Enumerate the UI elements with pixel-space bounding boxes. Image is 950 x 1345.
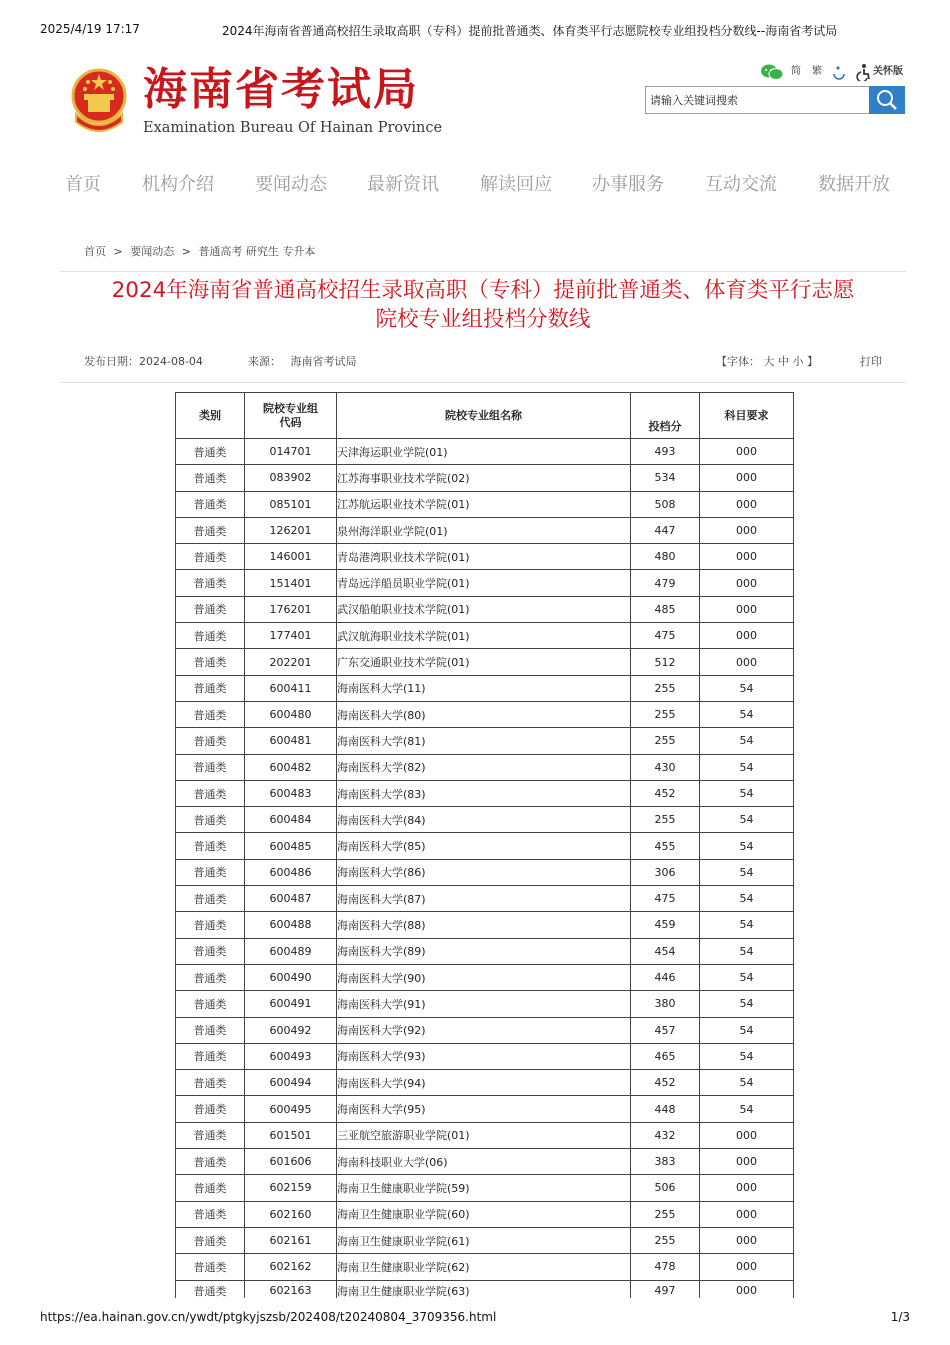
cell-score: 255: [631, 701, 700, 727]
cell-score: 452: [631, 1070, 700, 1096]
cell-subjects: 54: [700, 1096, 794, 1122]
cell-name: 武汉航海职业技术学院(01): [337, 623, 631, 649]
cell-code: 602159: [245, 1175, 337, 1201]
cell-code: 601606: [245, 1149, 337, 1175]
cell-category: 普通类: [176, 833, 245, 859]
cell-category: 普通类: [176, 1043, 245, 1069]
cell-name: 天津海运职业学院(01): [337, 439, 631, 465]
site-logo[interactable]: [68, 62, 448, 142]
cell-code: 600488: [245, 912, 337, 938]
cell-score: 512: [631, 649, 700, 675]
cell-name: 海南医科大学(80): [337, 701, 631, 727]
table-header-row: [176, 393, 794, 439]
column-header-name: 院校专业组名称: [337, 393, 631, 439]
search-input[interactable]: [645, 86, 870, 114]
cell-score: 255: [631, 807, 700, 833]
table-row: [176, 1096, 794, 1122]
table-row: [176, 859, 794, 885]
table-row: [176, 544, 794, 570]
cell-name: 海南医科大学(87): [337, 886, 631, 912]
cell-code: 126201: [245, 517, 337, 543]
cell-name: 海南医科大学(83): [337, 780, 631, 806]
column-header-subjects: 科目要求: [700, 393, 794, 439]
cell-name: 海南医科大学(84): [337, 807, 631, 833]
cell-score: 534: [631, 465, 700, 491]
cell-name: 海南卫生健康职业学院(59): [337, 1175, 631, 1201]
cell-name: 海南卫生健康职业学院(63): [337, 1280, 631, 1298]
nav-item-services[interactable]: 办事服务: [592, 174, 664, 195]
cell-code: 177401: [245, 623, 337, 649]
cell-category: 普通类: [176, 991, 245, 1017]
cell-score: 508: [631, 491, 700, 517]
column-header-score: 投档分: [631, 393, 700, 439]
cell-code: 600494: [245, 1070, 337, 1096]
cell-code: 151401: [245, 570, 337, 596]
cell-code: 600495: [245, 1096, 337, 1122]
cell-code: 083902: [245, 465, 337, 491]
cell-code: 600480: [245, 701, 337, 727]
traditional-button[interactable]: 繁: [812, 66, 822, 77]
cell-name: 海南医科大学(93): [337, 1043, 631, 1069]
cell-code: 202201: [245, 649, 337, 675]
cell-category: 普通类: [176, 1096, 245, 1122]
cell-score: 383: [631, 1149, 700, 1175]
cell-subjects: 000: [700, 1175, 794, 1201]
source-value: 海南省考试局: [290, 355, 357, 368]
cell-category: 普通类: [176, 596, 245, 622]
cell-code: 014701: [245, 439, 337, 465]
cell-score: 255: [631, 1201, 700, 1227]
cell-category: 普通类: [176, 491, 245, 517]
cell-category: 普通类: [176, 1017, 245, 1043]
cell-category: 普通类: [176, 1227, 245, 1253]
cell-name: 海南医科大学(85): [337, 833, 631, 859]
table-row: [176, 517, 794, 543]
cell-subjects: 000: [700, 465, 794, 491]
cell-score: 255: [631, 728, 700, 754]
article-title-line: 2024年海南省普通高校招生录取高职（专科）提前批普通类、体育类平行志愿: [111, 278, 855, 303]
cell-name: 武汉船舶职业技术学院(01): [337, 596, 631, 622]
cell-category: 普通类: [176, 886, 245, 912]
cell-code: 146001: [245, 544, 337, 570]
cell-code: 600483: [245, 780, 337, 806]
cell-code: 600484: [245, 807, 337, 833]
cell-subjects: 54: [700, 964, 794, 990]
cell-score: 448: [631, 1096, 700, 1122]
cell-score: 506: [631, 1175, 700, 1201]
nav-item-open-data[interactable]: 数据开放: [818, 174, 890, 195]
cell-subjects: 54: [700, 1043, 794, 1069]
cell-name: 海南医科大学(89): [337, 938, 631, 964]
cell-code: 600485: [245, 833, 337, 859]
cell-score: 465: [631, 1043, 700, 1069]
cell-code: 600486: [245, 859, 337, 885]
cell-score: 446: [631, 964, 700, 990]
table-row: [176, 675, 794, 701]
cell-score: 478: [631, 1254, 700, 1280]
cell-category: 普通类: [176, 780, 245, 806]
breadcrumb-news[interactable]: 要闻动态: [130, 245, 175, 258]
score-table: [175, 392, 794, 1298]
cell-name: 海南医科大学(88): [337, 912, 631, 938]
cell-category: 普通类: [176, 938, 245, 964]
print-datetime: 2025/4/19 17:17: [40, 22, 140, 36]
cell-score: 255: [631, 675, 700, 701]
cell-score: 454: [631, 938, 700, 964]
accessibility-icon[interactable]: [856, 63, 872, 81]
nav-item-news[interactable]: 要闻动态: [255, 174, 327, 195]
cell-category: 普通类: [176, 912, 245, 938]
cell-subjects: 000: [700, 649, 794, 675]
wechat-icon[interactable]: [761, 64, 783, 80]
cell-name: 海南医科大学(95): [337, 1096, 631, 1122]
cell-name: 泉州海洋职业学院(01): [337, 517, 631, 543]
source-label: 来源：: [248, 355, 281, 368]
table-row: [176, 649, 794, 675]
table-row: [176, 570, 794, 596]
cell-code: 602161: [245, 1227, 337, 1253]
cell-category: 普通类: [176, 465, 245, 491]
cell-code: 600411: [245, 675, 337, 701]
cell-subjects: 000: [700, 1280, 794, 1298]
cell-score: 306: [631, 859, 700, 885]
table-row: [176, 596, 794, 622]
cell-name: 海南医科大学(86): [337, 859, 631, 885]
cell-name: 海南卫生健康职业学院(62): [337, 1254, 631, 1280]
print-button[interactable]: 打印: [860, 355, 882, 368]
cell-score: 380: [631, 991, 700, 1017]
cell-code: 600481: [245, 728, 337, 754]
cell-category: 普通类: [176, 1122, 245, 1148]
breadcrumb: [84, 243, 315, 259]
cell-name: 海南卫生健康职业学院(61): [337, 1227, 631, 1253]
table-row: [176, 780, 794, 806]
cell-subjects: 000: [700, 439, 794, 465]
cell-subjects: 000: [700, 1201, 794, 1227]
cell-subjects: 54: [700, 886, 794, 912]
table-row: [176, 1122, 794, 1148]
cell-name: 江苏航运职业技术学院(01): [337, 491, 631, 517]
table-row: [176, 1070, 794, 1096]
table-row: [176, 623, 794, 649]
cell-score: 447: [631, 517, 700, 543]
cell-subjects: 54: [700, 675, 794, 701]
care-version-button[interactable]: 关怀版: [873, 66, 903, 77]
table-row: [176, 807, 794, 833]
cell-score: 457: [631, 1017, 700, 1043]
publish-label: 发布日期：: [84, 355, 139, 368]
table-row: [176, 1280, 794, 1298]
divider: [60, 271, 906, 272]
cell-category: 普通类: [176, 570, 245, 596]
cell-name: 海南医科大学(94): [337, 1070, 631, 1096]
cell-name: 青岛港湾职业技术学院(01): [337, 544, 631, 570]
table-row: [176, 1043, 794, 1069]
cell-subjects: 54: [700, 780, 794, 806]
table-row: [176, 1175, 794, 1201]
cell-name: 三亚航空旅游职业学院(01): [337, 1122, 631, 1148]
publish-date-value: 2024-08-04: [139, 355, 203, 368]
divider: [60, 382, 906, 383]
cell-name: 广东交通职业技术学院(01): [337, 649, 631, 675]
table-row: [176, 991, 794, 1017]
cell-category: 普通类: [176, 701, 245, 727]
cell-subjects: 54: [700, 991, 794, 1017]
cell-score: 479: [631, 570, 700, 596]
site-name: 海南省考试局: [143, 64, 419, 115]
cell-code: 600491: [245, 991, 337, 1017]
cell-subjects: 54: [700, 728, 794, 754]
table-wrapper: [0, 392, 950, 1298]
cell-score: 459: [631, 912, 700, 938]
cell-subjects: 54: [700, 859, 794, 885]
cell-category: 普通类: [176, 1201, 245, 1227]
table-body: [176, 439, 794, 1299]
cell-subjects: 000: [700, 1149, 794, 1175]
cell-code: 602162: [245, 1254, 337, 1280]
cell-score: 455: [631, 833, 700, 859]
cell-category: 普通类: [176, 1175, 245, 1201]
cell-subjects: 000: [700, 544, 794, 570]
breadcrumb-home[interactable]: 首页: [84, 245, 106, 258]
table-row: [176, 439, 794, 465]
cell-category: 普通类: [176, 754, 245, 780]
cell-category: 普通类: [176, 517, 245, 543]
cell-category: 普通类: [176, 439, 245, 465]
cell-subjects: 54: [700, 807, 794, 833]
cell-subjects: 000: [700, 596, 794, 622]
cell-name: 海南医科大学(82): [337, 754, 631, 780]
table-row: [176, 1149, 794, 1175]
cell-category: 普通类: [176, 1149, 245, 1175]
cell-name: 海南医科大学(92): [337, 1017, 631, 1043]
table-row: [176, 886, 794, 912]
cell-subjects: 54: [700, 833, 794, 859]
cell-subjects: 000: [700, 1122, 794, 1148]
font-size-controls[interactable]: 【字体： 大 中 小 】: [716, 355, 818, 368]
cell-code: 600492: [245, 1017, 337, 1043]
cell-score: 485: [631, 596, 700, 622]
page-number: 1/3: [890, 1310, 910, 1324]
blind-icon[interactable]: [831, 65, 847, 81]
cell-subjects: 54: [700, 1070, 794, 1096]
table-row: [176, 1227, 794, 1253]
search-button[interactable]: [869, 86, 905, 114]
cell-subjects: 54: [700, 754, 794, 780]
cell-subjects: 000: [700, 491, 794, 517]
cell-category: 普通类: [176, 649, 245, 675]
cell-category: 普通类: [176, 1254, 245, 1280]
cell-category: 普通类: [176, 859, 245, 885]
table-row: [176, 1201, 794, 1227]
table-row: [176, 833, 794, 859]
cell-score: 480: [631, 544, 700, 570]
cell-name: 海南卫生健康职业学院(60): [337, 1201, 631, 1227]
table-row: [176, 465, 794, 491]
cell-name: 海南医科大学(81): [337, 728, 631, 754]
search-icon: [869, 86, 905, 114]
column-header-code: 院校专业组代码: [245, 393, 337, 439]
print-url: https://ea.hainan.gov.cn/ywdt/ptgkyjszsb/202408/t20240804_3709356.html: [40, 1310, 497, 1324]
cell-code: 600482: [245, 754, 337, 780]
article-title: [60, 276, 906, 334]
table-row: [176, 938, 794, 964]
breadcrumb-separator: >: [113, 245, 123, 258]
cell-score: 475: [631, 623, 700, 649]
cell-category: 普通类: [176, 964, 245, 990]
nav-item-about[interactable]: 机构介绍: [142, 174, 214, 195]
cell-score: 452: [631, 780, 700, 806]
cell-score: 432: [631, 1122, 700, 1148]
cell-name: 海南医科大学(90): [337, 964, 631, 990]
cell-code: 600489: [245, 938, 337, 964]
nav-item-home[interactable]: 首页: [65, 174, 101, 195]
cell-name: 海南医科大学(11): [337, 675, 631, 701]
cell-score: 255: [631, 1227, 700, 1253]
table-row: [176, 912, 794, 938]
table-row: [176, 1254, 794, 1280]
publish-date: [84, 353, 203, 369]
cell-code: 176201: [245, 596, 337, 622]
source: [248, 353, 357, 369]
search-box: [645, 86, 905, 114]
cell-name: 海南医科大学(91): [337, 991, 631, 1017]
cell-name: 青岛远洋船员职业学院(01): [337, 570, 631, 596]
simplified-button[interactable]: 简: [791, 66, 801, 77]
cell-category: 普通类: [176, 728, 245, 754]
cell-score: 430: [631, 754, 700, 780]
cell-category: 普通类: [176, 1280, 245, 1298]
nav-item-interaction[interactable]: 互动交流: [705, 174, 777, 195]
nav-item-latest[interactable]: 最新资讯: [367, 174, 439, 195]
cell-category: 普通类: [176, 675, 245, 701]
nav-item-interpretation[interactable]: 解读回应: [480, 174, 552, 195]
cell-subjects: 54: [700, 1017, 794, 1043]
cell-subjects: 54: [700, 701, 794, 727]
cell-name: 江苏海事职业技术学院(02): [337, 465, 631, 491]
cell-code: 601501: [245, 1122, 337, 1148]
table-row: [176, 964, 794, 990]
national-emblem: [68, 66, 130, 136]
table-row: [176, 701, 794, 727]
breadcrumb-category[interactable]: 普通高考 研究生 专升本: [198, 245, 316, 258]
cell-subjects: 000: [700, 517, 794, 543]
cell-subjects: 000: [700, 1227, 794, 1253]
cell-code: 600487: [245, 886, 337, 912]
cell-category: 普通类: [176, 623, 245, 649]
cell-category: 普通类: [176, 544, 245, 570]
cell-subjects: 54: [700, 912, 794, 938]
cell-category: 普通类: [176, 807, 245, 833]
cell-category: 普通类: [176, 1070, 245, 1096]
site-name-en: Examination Bureau Of Hainan Province: [143, 120, 443, 136]
cell-score: 475: [631, 886, 700, 912]
cell-code: 602160: [245, 1201, 337, 1227]
breadcrumb-separator: >: [181, 245, 191, 258]
article-title-line: 院校专业组投档分数线: [375, 307, 591, 332]
print-title: 2024年海南省普通高校招生录取高职（专科）提前批普通类、体育类平行志愿院校专业组投档分数线--海南省考试局: [222, 24, 838, 38]
cell-score: 497: [631, 1280, 700, 1298]
table-row: [176, 728, 794, 754]
cell-subjects: 000: [700, 570, 794, 596]
cell-subjects: 54: [700, 938, 794, 964]
cell-score: 493: [631, 439, 700, 465]
cell-code: 085101: [245, 491, 337, 517]
cell-subjects: 000: [700, 1254, 794, 1280]
table-row: [176, 754, 794, 780]
table-row: [176, 491, 794, 517]
cell-code: 600493: [245, 1043, 337, 1069]
cell-code: 602163: [245, 1280, 337, 1298]
cell-name: 海南科技职业大学(06): [337, 1149, 631, 1175]
column-header-category: 类别: [176, 393, 245, 439]
table-row: [176, 1017, 794, 1043]
cell-subjects: 000: [700, 623, 794, 649]
cell-code: 600490: [245, 964, 337, 990]
